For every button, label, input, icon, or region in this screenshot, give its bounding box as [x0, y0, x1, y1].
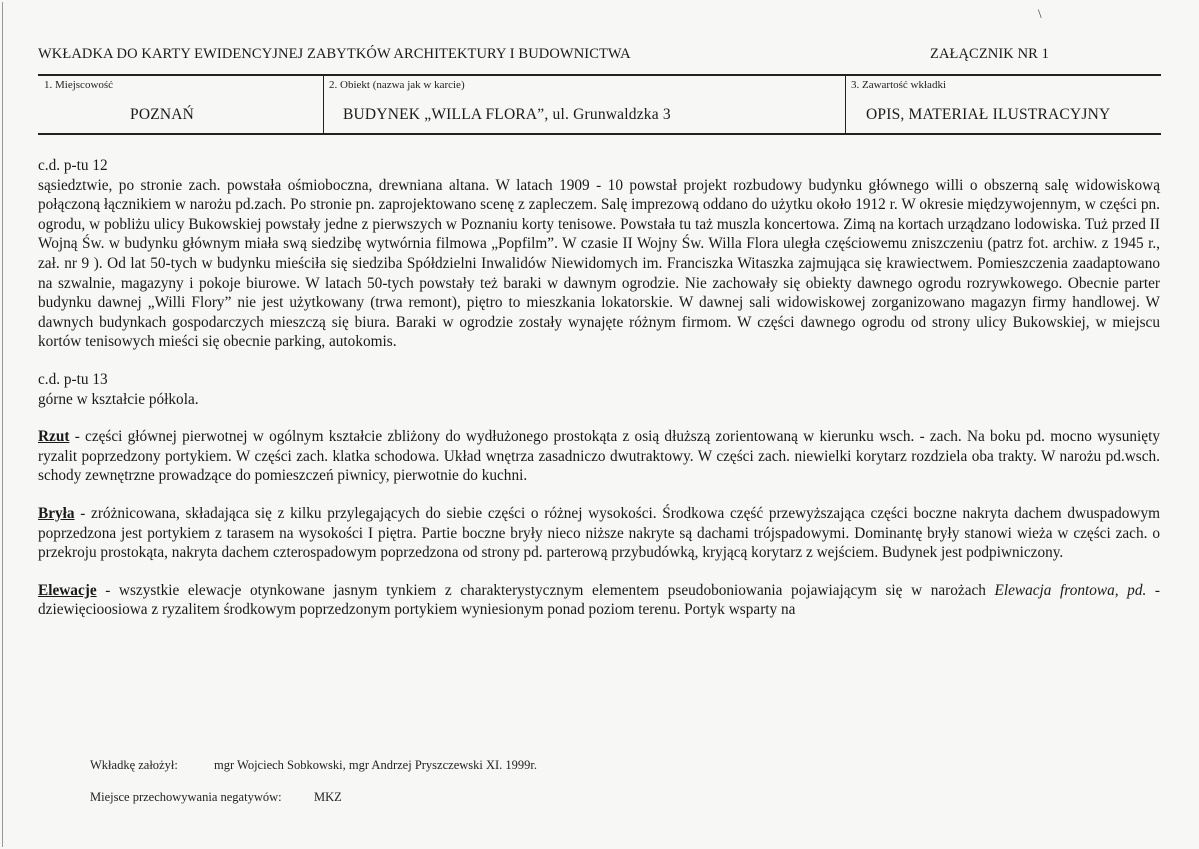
- author-value: mgr Wojciech Sobkowski, mgr Andrzej Pryszczewski XI. 1999r.: [214, 758, 538, 772]
- field-label-object: 2. Obiekt (nazwa jak w karcie): [329, 79, 465, 91]
- author-label: Wkładkę założył:: [90, 758, 178, 772]
- header-rule-bottom: [38, 133, 1161, 135]
- header-rule-top: [38, 74, 1161, 76]
- annex-number: ZAŁĄCZNIK NR 1: [930, 46, 1049, 62]
- field-value-object: BUDYNEK „WILLA FLORA”, ul. Grunwaldzka 3: [343, 106, 671, 123]
- rzut-text: - części głównej pierwotnej w ogólnym kształcie zbliżony do wydłużonego prostokąta z osią dłuższą zorientowaną w kierunku wsch. - zach. Na boku pd. mocno wysunięty ryzalit poprzedzony portykiem. W części zach. klatka schodowa. Układ wnętrza zasadniczo dwutraktowy. W części zach. niewielki korytarz rozdziela oba trakty. W narożu pd.wsch. schody zewnętrzne prowadzące do pomieszczeń piwnicy, pierwotnie do kuchni.: [38, 428, 1160, 485]
- section-heading-cd13: c.d. p-tu 13: [38, 370, 108, 388]
- rzut-label: Rzut: [38, 428, 70, 446]
- bryla-text: - zróżnicowana, składająca się z kilku przylegających do siebie części o różnej wysokości. Środkowa część przewyższająca części boczne nakryta dachem dwuspadowym poprzedzona jest portykiem z tarasem na wysokości I piętra. Partie boczne bryły nieco niższe nakryte są dachami trójspadowymi. Dominantę bryły stanowi wieża w części zach. o przekroju prostokąta, nakryta dachem czterospadowym poprzedzona od strony pd. parterową przybudówką, kryjącą korytarz z wejściem. Budynek jest podpiwniczony.: [38, 504, 1160, 562]
- section-text-cd12: sąsiedztwie, po stronie zach. powstała ośmioboczna, drewniana altana. W latach 1909 - 10 powstał projekt rozbudowy budynku głównego willi o obszerną salę widowiskową połączoną łącznikiem w narożu pd.zach. Po stronie pn. zaprojektowano scenę z zapleczem. Salę imprezową oddano do użytku około 1912 r. W okresie międzywojennym, w części pn. ogrodu, w pobliżu ulicy Bukowskiej powstały jedne z pierwszych w Poznaniu korty tenisowe. Powstała tu taż muszla koncertowa. Zimą na kortach urządzano lodowiska. Tuż przed II Wojną Św. w budynku głównym miała swą siedzibę wytwórnia filmowa „Popfilm”. W czasie II Wojny Św. Willa Flora uległa częściowemu zniszczeniu (patrz fot. archiw. z 1945 r., zał. nr 9 ). Od lat 50-tych w budynku mieściła się siedziba Spółdzielni Inwalidów Niewidomych im. Franciszka Witaszka zajmująca się krawiectwem. Pomieszczenia zaadaptowano na szwalnie, magazyny i pokoje biurowe. W latach 50-tych powstały też baraki w dawnym ogrodzie. Nie zachowały się obiekty dawnego ogrodu rozrywkowego. Obecnie parter budynku dawnej „Willi Flory” nie jest użytkowany (trwa remont), piętro to mieszkania lokatorskie. W dawnej sali widowiskowej zorganizowano magazyn firmy handlowej. W dawnych budynkach gospodarczych mieszczą się biura. Baraki w ogrodzie zostały wynajęte różnym firmom. W części dawnego ogrodu od strony ulicy Bukowskiej, w miejscu kortów tenisowych mieści się obecnie parking, autokomis.: [38, 176, 1160, 351]
- field-divider-2: [845, 76, 846, 133]
- field-value-locality: POZNAŃ: [130, 106, 195, 123]
- corner-mark: \: [1038, 6, 1042, 21]
- bryla-label: Bryła: [38, 504, 75, 522]
- section-heading-cd12: c.d. p-tu 12: [38, 157, 108, 174]
- section-rzut: [38, 427, 1160, 486]
- field-label-locality: 1. Miejscowość: [44, 79, 114, 91]
- elewacje-text-2: - dziewięcioosiowa z ryzalitem środkowym poprzedzonym portykiem wyniesionym ponad poziom terenu. Portyk wsparty na: [38, 581, 1160, 619]
- section-bryla: [38, 504, 1160, 563]
- elewacje-label: Elewacje: [38, 581, 97, 599]
- field-label-contents: 3. Zawartość wkładki: [851, 79, 946, 91]
- form-title: WKŁADKA DO KARTY EWIDENCYJNEJ ZABYTKÓW ARCHITEKTURY I BUDOWNICTWA: [38, 46, 631, 62]
- elewacja-frontowa-label: Elewacja frontowa, pd.: [994, 581, 1147, 599]
- description-body: [38, 156, 1160, 620]
- storage-value: MKZ: [314, 790, 342, 804]
- field-divider-1: [323, 76, 324, 133]
- elewacje-text: - wszystkie elewacje otynkowane jasnym tynkiem z charakterystycznym elementem pseudoboniowania pojawiającym się w narożach: [96, 581, 995, 599]
- section-text-cd13: górne w kształcie półkola.: [38, 390, 199, 408]
- field-value-contents: OPIS, MATERIAŁ ILUSTRACYJNY: [866, 106, 1111, 123]
- storage-label: Miejsce przechowywania negatywów:: [90, 790, 282, 804]
- section-elewacje: [38, 581, 1160, 620]
